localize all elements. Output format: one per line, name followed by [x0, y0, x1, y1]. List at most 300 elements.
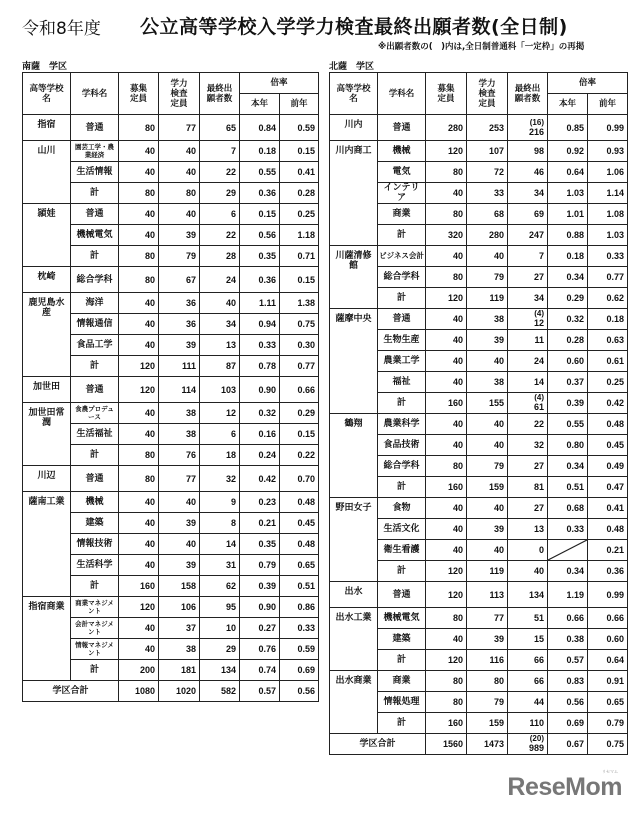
ratio-last-year: 0.30 [280, 335, 319, 356]
final-applicants [200, 204, 240, 225]
exam-capacity: 111 [159, 356, 200, 377]
department-name: 総合学科 [71, 267, 119, 293]
exam-capacity: 40 [467, 540, 508, 561]
exam-capacity: 38 [159, 639, 200, 660]
exam-capacity: 79 [467, 456, 508, 477]
ratio-this-year: 1.01 [548, 204, 588, 225]
department-name: 普通 [71, 466, 119, 492]
ratio-this-year: 0.55 [240, 162, 280, 183]
col-header-applicants: 最終出 願者数 [200, 73, 240, 115]
capacity: 40 [119, 618, 159, 639]
final-applicants [508, 204, 548, 225]
ratio-last-year: 0.33 [280, 618, 319, 639]
capacity: 80 [426, 204, 467, 225]
school-name: 頴娃 [23, 204, 71, 267]
ratio-last-year: 0.28 [280, 183, 319, 204]
department-name: 普通 [71, 204, 119, 225]
applicants-count: 14 [225, 539, 236, 549]
table-row [330, 309, 628, 330]
ratio-last-year: 0.93 [588, 141, 628, 162]
ratio-last-year: 0.99 [588, 582, 628, 608]
col-header-this-year: 本年 [240, 94, 280, 115]
applicants-count: 103 [220, 384, 236, 395]
ratio-last-year: 0.66 [280, 377, 319, 403]
applicants-count: 65 [225, 122, 236, 133]
applicants-count: 29 [225, 188, 236, 198]
col-header-last-year: 前年 [280, 94, 319, 115]
ratio-last-year: 1.38 [280, 293, 319, 314]
department-name: 衛生看護 [378, 540, 426, 561]
exam-capacity: 40 [159, 534, 200, 555]
final-applicants [200, 403, 240, 424]
ratio-last-year: 0.41 [280, 162, 319, 183]
ratio-last-year: 0.41 [588, 498, 628, 519]
ratio-last-year: 0.33 [588, 246, 628, 267]
ratio-this-year: 0.60 [548, 351, 588, 372]
ratio-last-year: 0.18 [588, 309, 628, 330]
department-name: 食品技術 [378, 435, 426, 456]
district-label-hokusatsu: 北薩 学区 [329, 62, 375, 72]
applicants-count: 6 [230, 209, 236, 219]
final-applicants [508, 141, 548, 162]
school-name: 川内商工 [330, 141, 378, 246]
table-row [23, 267, 319, 293]
department-name: 普通 [378, 115, 426, 141]
final-applicants [200, 660, 240, 681]
exam-capacity: 67 [159, 267, 200, 293]
ratio-this-year: 0.69 [548, 713, 588, 734]
table-row [330, 115, 628, 141]
exam-capacity: 36 [159, 314, 200, 335]
exam-capacity: 39 [159, 225, 200, 246]
department-name: 計 [378, 393, 426, 414]
applicants-count: 66 [533, 676, 544, 686]
exam-capacity: 40 [159, 492, 200, 513]
ratio-not-applicable [548, 540, 588, 561]
capacity: 40 [119, 555, 159, 576]
department-name: 普通 [378, 582, 426, 608]
final-applicants [508, 650, 548, 671]
total-capacity: 1080 [119, 681, 159, 702]
capacity: 120 [426, 288, 467, 309]
applicants-count: 22 [225, 230, 236, 240]
district-total-label: 学区合計 [23, 681, 119, 702]
department-name: 商業マネジメント [71, 597, 119, 618]
ratio-this-year: 1.11 [240, 293, 280, 314]
applicants-table-nansatsu [22, 72, 319, 702]
final-applicants [200, 534, 240, 555]
department-name: 食品工学 [71, 335, 119, 356]
school-name: 川薩清修館 [330, 246, 378, 309]
total-ratio-this-year: 0.57 [240, 681, 280, 702]
exam-capacity: 40 [467, 351, 508, 372]
applicants-count: 28 [225, 251, 236, 261]
ratio-last-year: 0.77 [588, 267, 628, 288]
ratio-this-year: 0.84 [240, 115, 280, 141]
capacity: 120 [426, 141, 467, 162]
school-name: 川辺 [23, 466, 71, 492]
capacity: 40 [426, 330, 467, 351]
exam-capacity: 280 [467, 225, 508, 246]
final-applicants [200, 377, 240, 403]
total-applicants [200, 681, 240, 702]
exam-capacity: 40 [159, 204, 200, 225]
applicants-quota: (4) [534, 309, 544, 318]
ratio-last-year: 1.06 [588, 162, 628, 183]
capacity: 320 [426, 225, 467, 246]
applicants-count: 110 [529, 718, 544, 728]
capacity: 80 [119, 183, 159, 204]
applicants-count: 95 [225, 602, 236, 612]
applicants-count: 8 [230, 518, 236, 528]
ratio-last-year: 0.91 [588, 671, 628, 692]
table-row [23, 115, 319, 141]
final-applicants [508, 183, 548, 204]
school-name: 指宿商業 [23, 597, 71, 681]
applicants-quota: (16) [529, 117, 544, 127]
department-name: 普通 [71, 115, 119, 141]
ratio-this-year: 0.35 [240, 246, 280, 267]
applicants-count: 29 [225, 644, 236, 654]
exam-capacity: 79 [467, 267, 508, 288]
exam-capacity: 77 [159, 115, 200, 141]
final-applicants [200, 293, 240, 314]
final-applicants [508, 351, 548, 372]
ratio-this-year: 0.27 [240, 618, 280, 639]
col-header-school: 高等学校名 [330, 73, 378, 115]
applicants-count: 6 [230, 429, 236, 439]
ratio-last-year: 0.48 [280, 492, 319, 513]
exam-capacity: 40 [159, 141, 200, 162]
applicants-count: 13 [533, 524, 544, 534]
applicants-quota: (4) [534, 393, 544, 402]
applicants-count: 134 [528, 589, 544, 600]
department-name: 計 [378, 288, 426, 309]
department-name: 計 [71, 576, 119, 597]
col-header-ratio: 倍率 [548, 73, 628, 94]
final-applicants [508, 477, 548, 498]
ratio-last-year: 0.45 [280, 513, 319, 534]
applicants-count: 12 [225, 408, 236, 418]
exam-capacity: 80 [159, 183, 200, 204]
department-name: 園芸工学・農業経済 [71, 141, 119, 162]
applicants-count: 27 [533, 503, 544, 513]
ratio-last-year: 1.14 [588, 183, 628, 204]
department-name: 農業科学 [378, 414, 426, 435]
total-exam-capacity: 1473 [467, 734, 508, 755]
exam-capacity: 39 [467, 330, 508, 351]
table-row [330, 608, 628, 629]
department-name: 計 [378, 477, 426, 498]
ratio-this-year: 0.78 [240, 356, 280, 377]
table-row [330, 671, 628, 692]
final-applicants [200, 225, 240, 246]
department-name: 計 [71, 356, 119, 377]
ratio-this-year: 0.24 [240, 445, 280, 466]
department-name: 情報マネジメント [71, 639, 119, 660]
total-capacity: 1560 [426, 734, 467, 755]
applicants-count: 14 [533, 377, 544, 387]
table-row [23, 597, 319, 618]
table-row [23, 377, 319, 403]
ratio-last-year: 0.15 [280, 267, 319, 293]
final-applicants [508, 456, 548, 477]
col-header-last-year: 前年 [588, 94, 628, 115]
ratio-last-year: 0.64 [588, 650, 628, 671]
ratio-this-year: 0.64 [548, 162, 588, 183]
capacity: 40 [119, 162, 159, 183]
capacity: 120 [119, 377, 159, 403]
ratio-last-year: 0.21 [588, 540, 628, 561]
exam-capacity: 159 [467, 477, 508, 498]
ratio-last-year: 0.66 [588, 608, 628, 629]
applicants-count: 13 [225, 340, 236, 350]
exam-capacity: 39 [159, 513, 200, 534]
exam-capacity: 36 [159, 293, 200, 314]
department-name: 生物生産 [378, 330, 426, 351]
capacity: 80 [119, 267, 159, 293]
department-name: ビジネス会計 [378, 246, 426, 267]
capacity: 80 [426, 692, 467, 713]
capacity: 120 [119, 356, 159, 377]
ratio-this-year: 0.32 [240, 403, 280, 424]
ratio-this-year: 0.36 [240, 267, 280, 293]
applicants-count: 9 [230, 497, 236, 507]
applicants-count: 87 [225, 361, 236, 371]
department-name: 海洋 [71, 293, 119, 314]
final-applicants [200, 513, 240, 534]
ratio-this-year: 0.18 [548, 246, 588, 267]
department-name: 情報技術 [71, 534, 119, 555]
ratio-this-year: 0.55 [548, 414, 588, 435]
applicants-count: 134 [220, 665, 236, 675]
table-row [23, 141, 319, 162]
ratio-this-year: 0.92 [548, 141, 588, 162]
final-applicants [200, 576, 240, 597]
final-applicants [508, 330, 548, 351]
capacity: 80 [119, 246, 159, 267]
ratio-this-year: 0.66 [548, 608, 588, 629]
ratio-this-year: 0.83 [548, 671, 588, 692]
capacity: 80 [426, 162, 467, 183]
capacity: 120 [426, 561, 467, 582]
ratio-this-year: 0.88 [548, 225, 588, 246]
department-name: 計 [378, 650, 426, 671]
ratio-last-year: 0.36 [588, 561, 628, 582]
department-name: 総合学科 [378, 456, 426, 477]
applicants-count: 0 [538, 545, 544, 555]
ratio-last-year: 0.60 [588, 629, 628, 650]
applicants-count: 247 [528, 230, 544, 240]
final-applicants [200, 115, 240, 141]
ratio-last-year: 0.59 [280, 115, 319, 141]
capacity: 40 [426, 351, 467, 372]
ratio-last-year: 0.29 [280, 403, 319, 424]
ratio-last-year: 0.48 [280, 534, 319, 555]
table-row [23, 466, 319, 492]
applicants-count: 22 [533, 419, 544, 429]
final-applicants [200, 618, 240, 639]
exam-capacity: 253 [467, 115, 508, 141]
department-name: 計 [71, 445, 119, 466]
applicants-count: 24 [225, 274, 236, 285]
applicants-count: 18 [225, 450, 236, 460]
final-applicants [200, 356, 240, 377]
exam-capacity: 77 [159, 466, 200, 492]
capacity: 40 [119, 225, 159, 246]
department-name: 建築 [378, 629, 426, 650]
exam-capacity: 79 [159, 246, 200, 267]
department-name: 計 [378, 561, 426, 582]
ratio-this-year: 0.68 [548, 498, 588, 519]
school-name: 出水商業 [330, 671, 378, 734]
department-name: 情報処理 [378, 692, 426, 713]
department-name: 総合学科 [378, 267, 426, 288]
ratio-this-year: 0.15 [240, 204, 280, 225]
department-name: 商業 [378, 204, 426, 225]
applicants-count: 15 [533, 634, 544, 644]
ratio-this-year: 0.34 [548, 561, 588, 582]
exam-capacity: 106 [159, 597, 200, 618]
capacity: 40 [119, 335, 159, 356]
ratio-last-year: 0.49 [588, 456, 628, 477]
exam-capacity: 80 [467, 671, 508, 692]
ratio-this-year: 0.57 [548, 650, 588, 671]
capacity: 40 [119, 534, 159, 555]
final-applicants [200, 162, 240, 183]
applicants-count: 40 [533, 566, 544, 576]
capacity: 80 [119, 466, 159, 492]
ratio-this-year: 0.18 [240, 141, 280, 162]
department-name: 食物 [378, 498, 426, 519]
exam-capacity: 39 [467, 519, 508, 540]
final-applicants [200, 424, 240, 445]
ratio-last-year: 0.22 [280, 445, 319, 466]
ratio-this-year: 0.90 [240, 377, 280, 403]
department-name: 計 [378, 225, 426, 246]
total-applicants-count: 582 [220, 686, 236, 696]
exam-capacity: 116 [467, 650, 508, 671]
exam-capacity: 113 [467, 582, 508, 608]
table-row [330, 582, 628, 608]
department-name: 機械 [71, 492, 119, 513]
capacity: 40 [119, 492, 159, 513]
capacity: 120 [119, 597, 159, 618]
final-applicants [508, 162, 548, 183]
capacity: 40 [119, 513, 159, 534]
applicants-count: 31 [225, 560, 236, 570]
school-name: 薩摩中央 [330, 309, 378, 414]
district-total-label: 学区合計 [330, 734, 426, 755]
final-applicants [508, 309, 548, 330]
final-applicants [200, 314, 240, 335]
applicants-count: 34 [533, 188, 544, 198]
capacity: 160 [119, 576, 159, 597]
department-name: 食農プロデュース [71, 403, 119, 424]
ratio-last-year: 0.59 [280, 639, 319, 660]
total-ratio-this-year: 0.67 [548, 734, 588, 755]
ratio-last-year: 1.08 [588, 204, 628, 225]
total-applicants-quota: (20) [529, 734, 544, 743]
capacity: 80 [426, 608, 467, 629]
department-name: 普通 [378, 309, 426, 330]
applicants-count: 27 [533, 272, 544, 282]
ratio-last-year: 0.65 [280, 555, 319, 576]
ratio-last-year: 0.25 [280, 204, 319, 225]
applicants-count: 27 [533, 461, 544, 471]
ratio-this-year: 0.33 [240, 335, 280, 356]
department-name: 計 [378, 713, 426, 734]
capacity: 40 [426, 309, 467, 330]
ratio-last-year: 0.77 [280, 356, 319, 377]
col-header-capacity: 募集 定員 [119, 73, 159, 115]
capacity: 200 [119, 660, 159, 681]
exam-capacity: 40 [159, 162, 200, 183]
ratio-last-year: 0.51 [280, 576, 319, 597]
final-applicants [508, 671, 548, 692]
table-row [330, 141, 628, 162]
final-applicants [200, 183, 240, 204]
ratio-this-year: 0.21 [240, 513, 280, 534]
ratio-last-year: 0.15 [280, 141, 319, 162]
final-applicants [508, 267, 548, 288]
final-applicants [508, 582, 548, 608]
col-header-school: 高等学校名 [23, 73, 71, 115]
department-name: 計 [71, 183, 119, 204]
col-header-capacity: 募集 定員 [426, 73, 467, 115]
final-applicants [508, 692, 548, 713]
school-name: 川内 [330, 115, 378, 141]
department-name: 計 [71, 246, 119, 267]
capacity: 160 [426, 477, 467, 498]
exam-capacity: 33 [467, 183, 508, 204]
school-name: 指宿 [23, 115, 71, 141]
capacity: 120 [426, 650, 467, 671]
ratio-this-year: 0.80 [548, 435, 588, 456]
department-name: 計 [71, 660, 119, 681]
capacity: 80 [119, 115, 159, 141]
school-name: 鹿児島水産 [23, 293, 71, 377]
capacity: 40 [119, 403, 159, 424]
school-name: 鶴翔 [330, 414, 378, 498]
final-applicants [508, 713, 548, 734]
capacity: 40 [426, 540, 467, 561]
ratio-this-year: 0.28 [548, 330, 588, 351]
ratio-this-year: 1.19 [548, 582, 588, 608]
ratio-this-year: 0.32 [548, 309, 588, 330]
department-name: 生活文化 [378, 519, 426, 540]
school-name: 出水 [330, 582, 378, 608]
department-name: 生活情報 [71, 162, 119, 183]
ratio-this-year: 0.23 [240, 492, 280, 513]
exam-capacity: 40 [467, 246, 508, 267]
ratio-this-year: 0.74 [240, 660, 280, 681]
exam-capacity: 107 [467, 141, 508, 162]
department-name: 生活福祉 [71, 424, 119, 445]
ratio-this-year: 0.36 [240, 183, 280, 204]
capacity: 40 [426, 246, 467, 267]
table-row [23, 492, 319, 513]
ratio-this-year: 0.34 [548, 267, 588, 288]
applicants-count: 51 [533, 613, 544, 623]
final-applicants [508, 246, 548, 267]
ratio-this-year: 0.39 [240, 576, 280, 597]
capacity: 40 [426, 372, 467, 393]
applicants-count: 98 [533, 146, 544, 156]
ratio-last-year: 0.65 [588, 692, 628, 713]
applicants-count: 24 [533, 356, 544, 366]
school-name: 出水工業 [330, 608, 378, 671]
